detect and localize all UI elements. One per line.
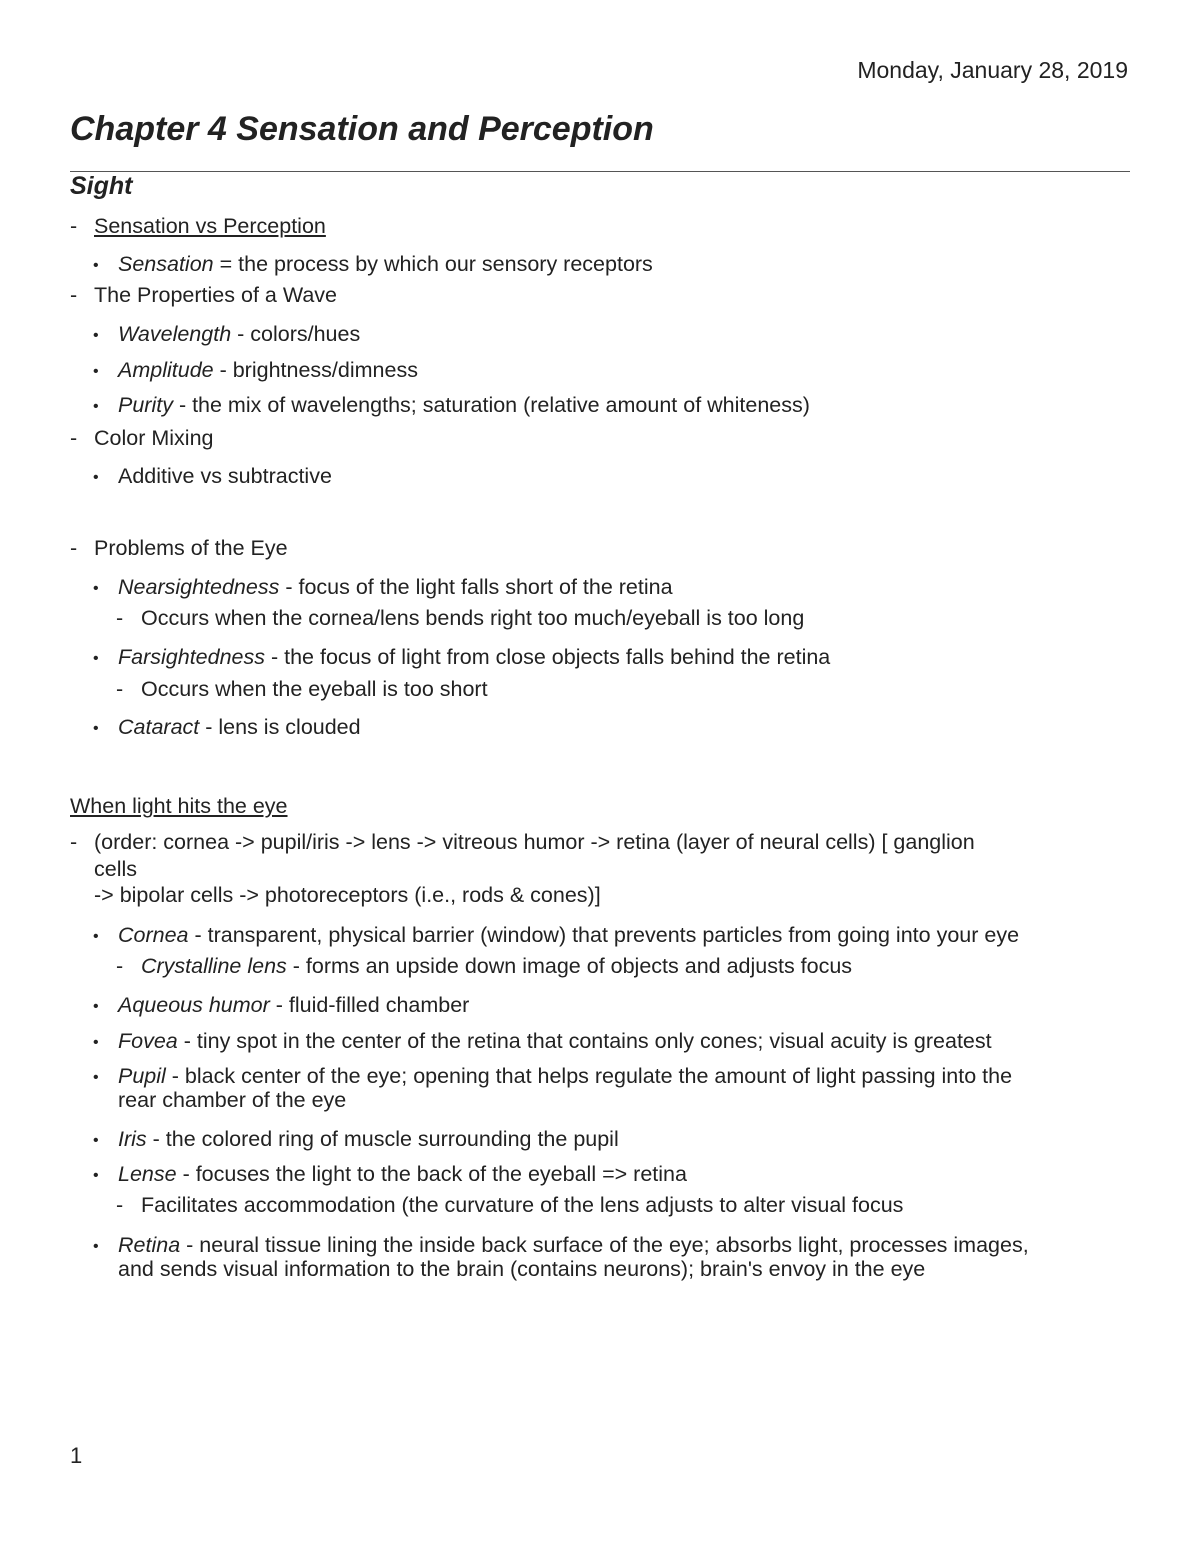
term: Wavelength <box>118 322 232 346</box>
definition: - focuses the light to the back of the eyeball => retina <box>176 1162 687 1186</box>
section-heading-sight: Sight <box>70 172 133 200</box>
term: Aqueous humor <box>118 993 270 1017</box>
item-text <box>118 252 653 277</box>
dash-marker: - <box>70 426 78 450</box>
bullet-marker: • <box>93 650 99 667</box>
page-date: Monday, January 28, 2019 <box>857 57 1128 83</box>
bullet-marker: • <box>93 363 99 380</box>
item-label: Sensation vs Perception <box>94 214 326 238</box>
term: Nearsightedness <box>118 575 280 599</box>
dash-marker: - <box>70 830 78 854</box>
bullet-marker: • <box>93 998 99 1015</box>
term: Cataract <box>118 715 200 739</box>
bullet-marker: • <box>93 1167 99 1184</box>
term: Retina <box>118 1233 181 1257</box>
item-text <box>118 393 810 418</box>
item-label: Problems of the Eye <box>94 536 288 560</box>
bullet-marker: • <box>93 580 99 597</box>
definition: - transparent, physical barrier (window) that prevents particles from going into your eye <box>188 923 1020 947</box>
definition: - the focus of light from close objects falls behind the retina <box>265 645 831 669</box>
item-text: (order: cornea -> pupil/iris -> lens -> vitreous humor -> retina (layer of neural cells) [ ganglion <box>94 830 975 854</box>
bullet-marker: • <box>93 1132 99 1149</box>
definition: - the mix of wavelengths; saturation (relative amount of whiteness) <box>172 393 810 417</box>
bullet-marker: • <box>93 1034 99 1051</box>
definition: - lens is clouded <box>199 715 361 739</box>
definition: - tiny spot in the center of the retina that contains only cones; visual acuity is greatest <box>177 1029 992 1053</box>
definition: - fluid-filled chamber <box>269 993 470 1017</box>
term: Purity <box>118 393 173 417</box>
bullet-marker: • <box>93 327 99 344</box>
definition: - neural tissue lining the inside back surface of the eye; absorbs light, processes images, <box>180 1233 1029 1257</box>
order-line-2: cells <box>94 857 138 881</box>
bullet-marker: • <box>93 469 99 486</box>
item-text <box>141 954 852 979</box>
item-text: Facilitates accommodation (the curvature of the lens adjusts to alter visual focus <box>141 1193 904 1217</box>
definition: = the process by which our sensory receptors <box>213 252 653 276</box>
item-text <box>118 358 418 383</box>
dash-marker: - <box>116 677 124 701</box>
page-number: 1 <box>70 1443 83 1468</box>
item-text <box>118 1162 687 1187</box>
item-text <box>118 923 1019 948</box>
dash-marker: - <box>116 606 124 630</box>
retina-line-2: and sends visual information to the brain (contains neurons); brain's envoy in the eye <box>118 1257 926 1281</box>
definition: - the colored ring of muscle surrounding the pupil <box>146 1127 619 1151</box>
dash-marker: - <box>70 283 78 307</box>
item-text <box>118 575 673 600</box>
term: Fovea <box>118 1029 178 1053</box>
item-text <box>118 1064 1012 1089</box>
item-text <box>118 645 830 670</box>
bullet-marker: • <box>93 720 99 737</box>
bullet-marker: • <box>93 928 99 945</box>
definition: - brightness/dimness <box>213 358 418 382</box>
item-text <box>118 1127 619 1152</box>
bullet-marker: • <box>93 398 99 415</box>
page-title: Chapter 4 Sensation and Perception <box>70 110 654 148</box>
term: Amplitude <box>118 358 214 382</box>
definition: - colors/hues <box>231 322 361 346</box>
item-text: Occurs when the cornea/lens bends right too much/eyeball is too long <box>141 606 805 630</box>
section-heading-light: When light hits the eye <box>70 794 288 818</box>
order-line-3: -> bipolar cells -> photoreceptors (i.e., rods & cones)] <box>94 883 601 907</box>
dash-marker: - <box>70 214 78 238</box>
item-text <box>118 322 360 347</box>
term: Crystalline lens <box>141 954 287 978</box>
term: Pupil <box>118 1064 166 1088</box>
bullet-marker: • <box>93 257 99 274</box>
item-text: Occurs when the eyeball is too short <box>141 677 488 701</box>
term: Cornea <box>118 923 189 947</box>
term: Sensation <box>118 252 214 276</box>
dash-marker: - <box>70 536 78 560</box>
item-text <box>118 1029 992 1054</box>
bullet-marker: • <box>93 1069 99 1086</box>
term: Lense <box>118 1162 177 1186</box>
item-text <box>118 1233 1029 1258</box>
definition: - forms an upside down image of objects and adjusts focus <box>286 954 853 978</box>
definition: - focus of the light falls short of the retina <box>279 575 673 599</box>
dash-marker: - <box>116 1193 124 1217</box>
term: Farsightedness <box>118 645 265 669</box>
term: Iris <box>118 1127 147 1151</box>
pupil-line-2: rear chamber of the eye <box>118 1088 347 1112</box>
item-text: Additive vs subtractive <box>118 464 332 488</box>
title-divider <box>70 171 1130 172</box>
dash-marker: - <box>116 954 124 978</box>
item-label: The Properties of a Wave <box>94 283 337 307</box>
item-text <box>118 715 361 740</box>
bullet-marker: • <box>93 1238 99 1255</box>
item-label: Color Mixing <box>94 426 214 450</box>
item-text <box>118 993 469 1018</box>
definition: - black center of the eye; opening that helps regulate the amount of light passing into the <box>165 1064 1013 1088</box>
